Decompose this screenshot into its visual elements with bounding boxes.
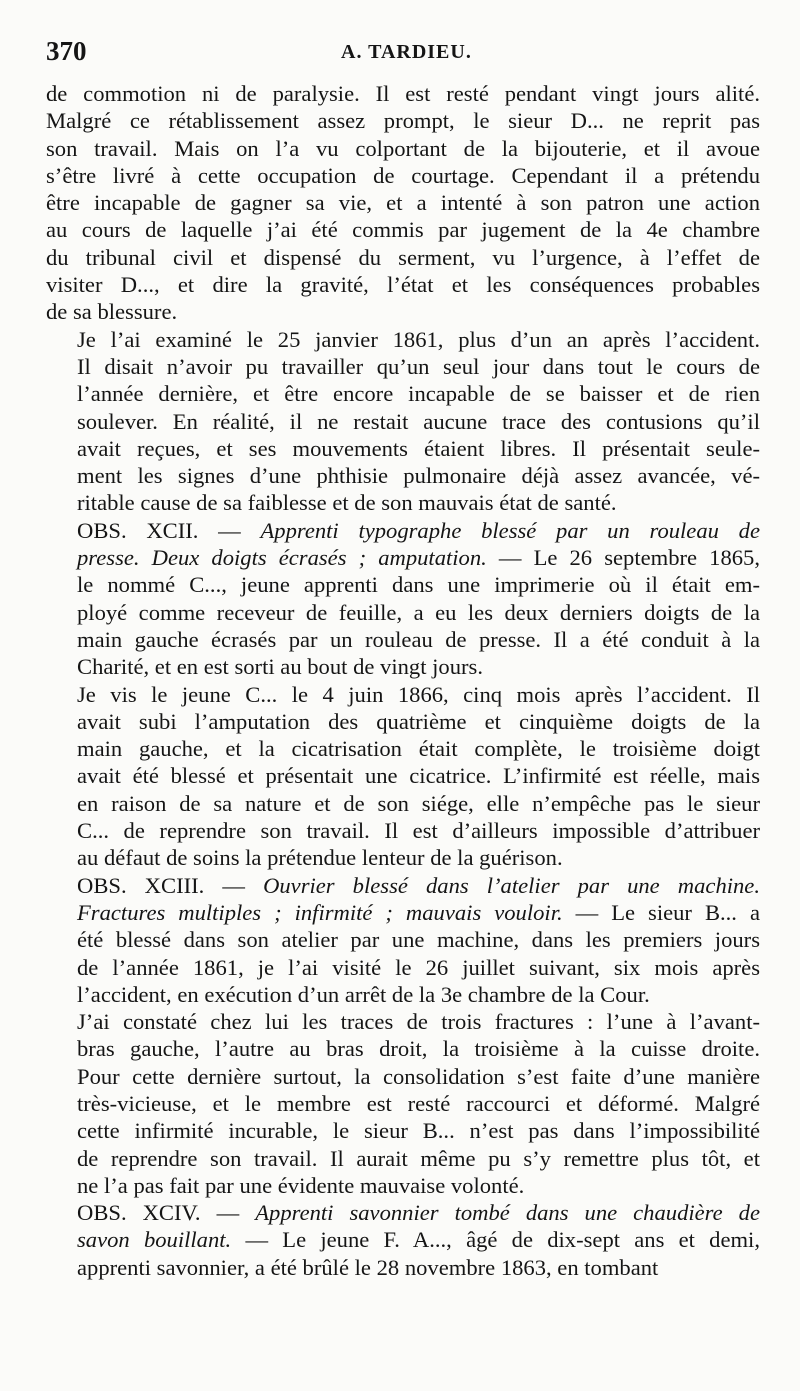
text-line <box>46 1008 760 1035</box>
text-line <box>46 981 760 1008</box>
text-segment: être incapable de gagner sa vie, et a intenté à son patron une action <box>46 190 760 216</box>
text-line <box>46 1117 760 1144</box>
text-segment: l’année dernière, et être encore incapable de se baisser et de rien <box>77 381 760 407</box>
text-line <box>46 435 760 462</box>
body-text <box>46 80 760 1281</box>
text-segment: cette infirmité incurable, le sieur B... n’est pas dans l’impossibilité <box>77 1118 760 1144</box>
text-segment: avait été blessé et présentait une cicatrice. L’infirmité est réelle, mais <box>77 763 760 789</box>
text-line <box>46 571 760 598</box>
text-line <box>46 80 760 107</box>
text-line <box>46 489 760 516</box>
text-segment: Je l’ai examiné le 25 janvier 1861, plus d’un an après l’accident. <box>77 326 760 352</box>
text-line <box>46 408 760 435</box>
text-line <box>46 708 760 735</box>
text-segment: ployé comme receveur de feuille, a eu les deux derniers doigts de la <box>77 599 760 625</box>
text-segment: l’accident, en exécution d’un arrêt de la 3e chambre de la Cour. <box>77 981 650 1007</box>
paragraph <box>46 681 760 872</box>
text-segment: Ouvrier blessé dans l’atelier par une machine. <box>263 872 760 898</box>
text-segment: avait reçues, et ses mouvements étaient libres. Il présentait seule- <box>77 435 760 461</box>
text-segment: C... de reprendre son travail. Il est d’ailleurs impossible d’attribuer <box>77 818 760 844</box>
text-line <box>46 653 760 680</box>
text-line <box>46 1090 760 1117</box>
text-line <box>46 380 760 407</box>
text-segment: — Le sieur B... a <box>562 899 760 925</box>
text-segment: main gauche, et la cicatrisation était complète, le troisième doigt <box>77 736 760 762</box>
text-line <box>46 1035 760 1062</box>
text-segment: — Le 26 septembre 1865, <box>486 545 760 571</box>
paragraph <box>46 872 760 1008</box>
text-line <box>46 626 760 653</box>
text-segment: — Le jeune F. A..., âgé de dix-sept ans et demi, <box>231 1227 760 1253</box>
text-line <box>46 954 760 981</box>
text-line <box>46 899 760 926</box>
text-segment: ment les signes d’une phthisie pulmonaire déjà assez avancée, vé- <box>77 463 760 489</box>
text-line <box>46 298 760 325</box>
text-segment: presse. Deux doigts écrasés ; amputation. <box>77 545 487 571</box>
text-segment: son travail. Mais on l’a vu colportant de la bijouterie, et il avoue <box>46 135 760 161</box>
text-segment: Fractures multiples ; infirmité ; mauvais vouloir. <box>77 899 563 925</box>
paragraph <box>46 1008 760 1199</box>
paragraph <box>46 517 760 681</box>
text-segment: visiter D..., et dire la gravité, l’état et les conséquences probables <box>46 272 760 298</box>
text-line <box>46 244 760 271</box>
text-line <box>46 1063 760 1090</box>
text-segment: au cours de laquelle j’ai été commis par jugement de la 4e chambre <box>46 217 760 243</box>
text-line <box>46 107 760 134</box>
text-line <box>46 326 760 353</box>
text-segment: OBS. XCIII. — <box>77 872 264 898</box>
text-segment: J’ai constaté chez lui les traces de trois fractures : l’une à l’avant- <box>77 1009 760 1035</box>
text-segment: Il disait n’avoir pu travailler qu’un seul jour dans tout le cours de <box>77 353 760 379</box>
running-head: A. TARDIEU. <box>341 41 472 63</box>
text-line <box>46 189 760 216</box>
text-segment: Apprenti savonnier tombé dans une chaudière de <box>255 1200 761 1226</box>
text-segment: Apprenti typographe blessé par un rouleau de <box>260 517 760 543</box>
text-segment: OBS. XCIV. — <box>77 1200 256 1226</box>
text-line <box>46 216 760 243</box>
text-line <box>46 162 760 189</box>
text-line <box>46 271 760 298</box>
text-segment: Je vis le jeune C... le 4 juin 1866, cinq mois après l’accident. Il <box>77 681 760 707</box>
text-line <box>46 135 760 162</box>
text-line <box>46 544 760 571</box>
text-line <box>46 1254 760 1281</box>
text-segment: de l’année 1861, je l’ai visité le 26 juillet suivant, six mois après <box>77 954 760 980</box>
paragraph <box>46 1199 760 1281</box>
page-header <box>46 34 760 80</box>
text-line <box>46 1172 760 1199</box>
text-line <box>46 817 760 844</box>
paragraph <box>46 326 760 517</box>
text-segment: main gauche écrasés par un rouleau de presse. Il a été conduit à la <box>77 626 760 652</box>
text-line <box>46 1199 760 1226</box>
text-line <box>46 735 760 762</box>
text-line <box>46 844 760 871</box>
text-line <box>46 517 760 544</box>
text-segment: été blessé dans son atelier par une machine, dans les premiers jours <box>77 927 760 953</box>
text-line <box>46 790 760 817</box>
text-segment: ne l’a pas fait par une évidente mauvaise volonté. <box>77 1172 525 1198</box>
text-line <box>46 681 760 708</box>
text-segment: soulever. En réalité, il ne restait aucune trace des contusions qu’il <box>77 408 760 434</box>
text-line <box>46 872 760 899</box>
text-line <box>46 462 760 489</box>
text-segment: bras gauche, l’autre au bras droit, la troisième à la cuisse droite. <box>77 1036 760 1062</box>
text-segment: OBS. XCII. — <box>77 517 261 543</box>
text-line <box>46 1226 760 1253</box>
text-segment: de sa blessure. <box>46 299 178 325</box>
text-segment: savon bouillant. <box>77 1227 232 1253</box>
text-segment: très-vicieuse, et le membre est resté raccourci et déformé. Malgré <box>77 1090 760 1116</box>
text-line <box>46 599 760 626</box>
text-line <box>46 762 760 789</box>
text-segment: de reprendre son travail. Il aurait même pu s’y remettre plus tôt, et <box>77 1145 760 1171</box>
text-segment: s’être livré à cette occupation de courtage. Cependant il a prétendu <box>46 162 760 188</box>
text-segment: de commotion ni de paralysie. Il est resté pendant vingt jours alité. <box>46 81 760 106</box>
page-number: 370 <box>46 36 87 66</box>
text-segment: avait subi l’amputation des quatrième et cinquième doigts de la <box>77 708 760 734</box>
text-segment: Pour cette dernière surtout, la consolidation s’est faite d’une manière <box>77 1063 760 1089</box>
text-line <box>46 926 760 953</box>
paragraph <box>46 80 760 326</box>
text-segment: Charité, et en est sorti au bout de vingt jours. <box>77 654 483 680</box>
text-segment: au défaut de soins la prétendue lenteur de la guérison. <box>77 845 563 871</box>
text-line <box>46 353 760 380</box>
text-segment: en raison de sa nature et de son siége, elle n’empêche pas le sieur <box>77 790 760 816</box>
text-segment: Malgré ce rétablissement assez prompt, le sieur D... ne reprit pas <box>46 108 760 134</box>
text-segment: ritable cause de sa faiblesse et de son mauvais état de santé. <box>77 490 617 516</box>
text-segment: apprenti savonnier, a été brûlé le 28 novembre 1863, en tombant <box>77 1254 659 1280</box>
text-line <box>46 1145 760 1172</box>
text-segment: le nommé C..., jeune apprenti dans une imprimerie où il était em- <box>77 572 760 598</box>
text-segment: du tribunal civil et dispensé du serment, vu l’urgence, à l’effet de <box>46 244 760 270</box>
